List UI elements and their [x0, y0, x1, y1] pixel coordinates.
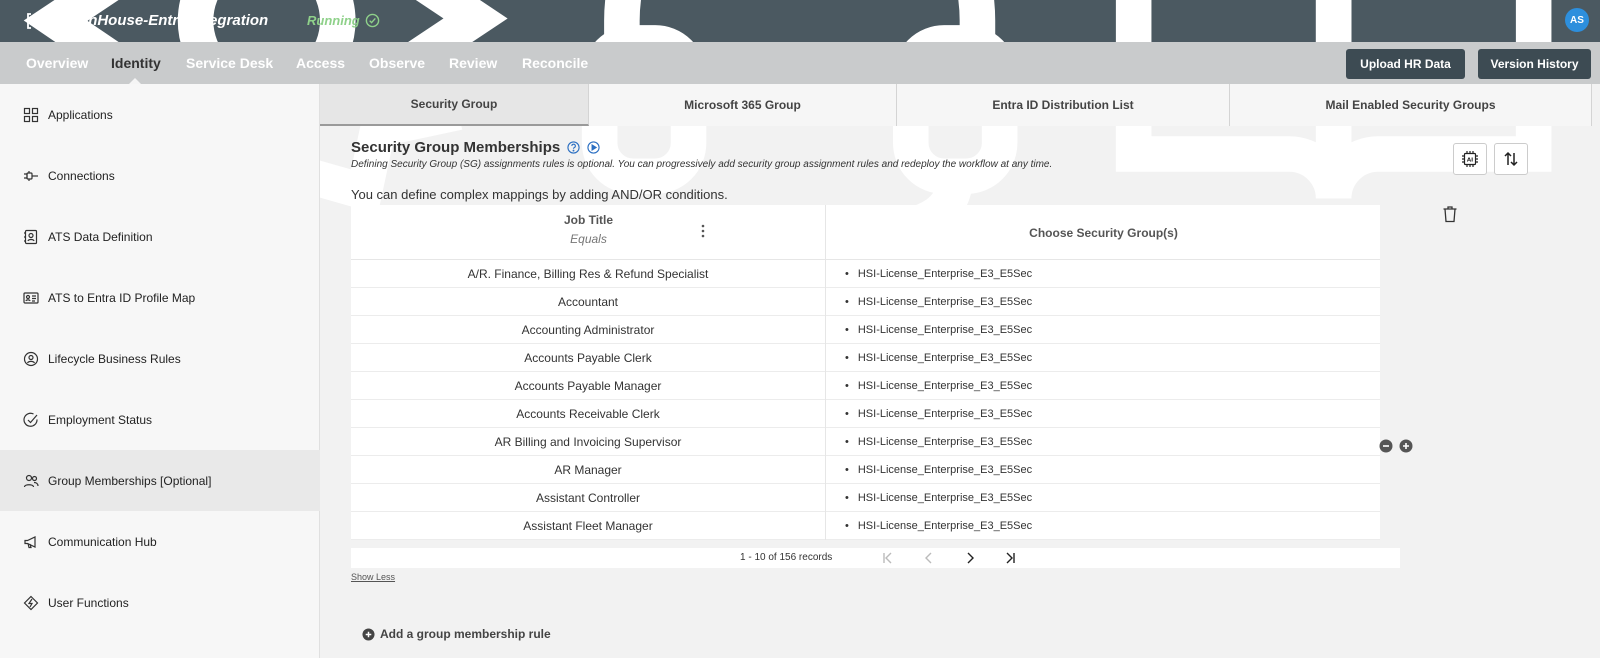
app-title: GreenHouse-Entra Integration	[54, 12, 269, 29]
play-video-icon[interactable]	[587, 141, 600, 154]
security-group-cell[interactable]: • HSI-License_Enterprise_E3_E5Sec	[845, 316, 1032, 344]
tab-observe[interactable]: Observe	[369, 55, 426, 71]
tab-service-desk[interactable]: Service Desk	[186, 55, 274, 71]
complex-mapping-note: You can define complex mappings by adding AND/OR conditions.	[351, 187, 728, 202]
job-title-cell: Accounting Administrator	[351, 316, 826, 344]
table-row[interactable]	[351, 484, 1380, 512]
add-group-membership-rule-button[interactable]	[362, 627, 551, 641]
grid-icon	[23, 107, 39, 123]
top-bar	[0, 0, 1600, 42]
job-title-cell: Accounts Receivable Clerk	[351, 400, 826, 428]
sidebar-item-label: ATS to Entra ID Profile Map	[48, 290, 196, 305]
sidebar-item-communication-hub[interactable]	[0, 511, 320, 572]
sort-button[interactable]	[1494, 143, 1528, 175]
security-group-cell[interactable]: • HSI-License_Enterprise_E3_E5Sec	[845, 260, 1032, 288]
next-page-icon[interactable]	[963, 551, 977, 565]
first-page-icon[interactable]	[881, 551, 895, 565]
records-count: 1 - 10 of 156 records	[740, 552, 833, 563]
tab-access[interactable]: Access	[296, 55, 346, 71]
add-circle-icon	[362, 628, 375, 641]
contact-book-icon	[23, 229, 39, 245]
security-group-cell[interactable]: • HSI-License_Enterprise_E3_E5Sec	[845, 456, 1032, 484]
svg-text:AI: AI	[1466, 157, 1474, 164]
sidebar-item-label: ATS Data Definition	[48, 229, 153, 244]
security-group-cell[interactable]: • HSI-License_Enterprise_E3_E5Sec	[845, 428, 1032, 456]
show-less-link[interactable]: Show Less	[351, 572, 396, 582]
section-description: Defining Security Group (SG) assignments rules is optional. You can progressively add security group assignment rules and redeploy the workflow at any time.	[351, 159, 1053, 170]
table-row[interactable]	[351, 372, 1380, 400]
group-type-tabs	[320, 84, 1592, 126]
subtab-microsoft-365-group[interactable]: Microsoft 365 Group	[589, 84, 897, 126]
section-title	[351, 139, 600, 156]
table-row[interactable]	[351, 456, 1380, 484]
sidebar	[0, 84, 320, 658]
security-group-cell[interactable]: • HSI-License_Enterprise_E3_E5Sec	[845, 512, 1032, 540]
table-row[interactable]	[351, 428, 1380, 456]
security-group-column-header: Choose Security Group(s)	[1029, 225, 1178, 240]
job-title-cell: Accountant	[351, 288, 826, 316]
sidebar-item-label: Communication Hub	[48, 534, 157, 549]
users-icon	[23, 473, 39, 489]
job-title-cell: Accounts Payable Manager	[351, 372, 826, 400]
job-title-cell: AR Manager	[351, 456, 826, 484]
exit-app-icon[interactable]	[24, 11, 44, 31]
row-actions	[1379, 439, 1413, 453]
add-condition-icon[interactable]	[1399, 439, 1413, 453]
version-history-button[interactable]: Version History	[1478, 49, 1591, 79]
add-rule-label: Add a group membership rule	[380, 627, 551, 641]
column-operator: Equals	[570, 232, 607, 246]
table-row[interactable]	[351, 512, 1380, 540]
table-row[interactable]	[351, 400, 1380, 428]
check-circle-icon	[365, 13, 380, 28]
job-title-cell: Assistant Fleet Manager	[351, 512, 826, 540]
upload-hr-data-button[interactable]: Upload HR Data	[1346, 49, 1465, 79]
sidebar-item-user-functions[interactable]	[0, 572, 320, 633]
table-header	[351, 205, 1380, 260]
help-icon[interactable]	[567, 141, 580, 154]
id-card-icon	[23, 290, 39, 306]
sidebar-item-label: Employment Status	[48, 412, 153, 427]
sidebar-item-label: Applications	[48, 107, 113, 122]
subtab-security-group[interactable]: Security Group	[320, 84, 589, 126]
more-options-icon[interactable]	[698, 223, 708, 239]
security-group-cell[interactable]: • HSI-License_Enterprise_E3_E5Sec	[845, 288, 1032, 316]
security-group-cell[interactable]: • HSI-License_Enterprise_E3_E5Sec	[845, 484, 1032, 512]
job-title-cell: A/R. Finance, Billing Res & Refund Specialist	[351, 260, 826, 288]
column-title: Job Title	[563, 213, 614, 227]
remove-condition-icon[interactable]	[1379, 439, 1393, 453]
sidebar-item-ats-data-definition[interactable]	[0, 206, 320, 267]
sidebar-item-label: Connections	[48, 168, 115, 183]
tab-review[interactable]: Review	[449, 55, 498, 71]
sidebar-item-lifecycle-business-rules[interactable]	[0, 328, 320, 389]
sidebar-item-label: User Functions	[48, 595, 129, 610]
check-circle-icon	[23, 412, 39, 428]
status-badge	[307, 13, 380, 28]
pagination-bar	[351, 548, 1400, 568]
subtab-mail-enabled-security-groups[interactable]: Mail Enabled Security Groups	[1230, 84, 1592, 126]
previous-page-icon[interactable]	[922, 551, 936, 565]
sort-arrows-icon	[1502, 150, 1520, 168]
avatar[interactable]: AS	[1565, 8, 1589, 32]
security-group-cell[interactable]: • HSI-License_Enterprise_E3_E5Sec	[845, 400, 1032, 428]
table-row[interactable]	[351, 288, 1380, 316]
job-title-cell: AR Billing and Invoicing Supervisor	[351, 428, 826, 456]
tab-identity[interactable]: Identity	[111, 55, 161, 71]
sidebar-item-label: Lifecycle Business Rules	[48, 351, 181, 366]
subtab-entra-distribution-list[interactable]: Entra ID Distribution List	[897, 84, 1230, 126]
tab-reconcile[interactable]: Reconcile	[522, 55, 589, 71]
bolt-icon	[23, 595, 39, 611]
job-title-cell: Accounts Payable Clerk	[351, 344, 826, 372]
security-group-cell[interactable]: • HSI-License_Enterprise_E3_E5Sec	[845, 372, 1032, 400]
table-row[interactable]	[351, 316, 1380, 344]
section-title-text: Security Group Memberships	[351, 139, 561, 156]
tab-overview[interactable]: Overview	[26, 55, 89, 71]
sidebar-item-employment-status[interactable]	[0, 389, 320, 450]
last-page-icon[interactable]	[1003, 551, 1017, 565]
membership-rules-table	[351, 205, 1380, 540]
trash-icon[interactable]	[1442, 205, 1458, 223]
megaphone-icon	[23, 534, 39, 550]
job-title-cell: Assistant Controller	[351, 484, 826, 512]
table-row[interactable]	[351, 344, 1380, 372]
plug-icon	[23, 168, 39, 184]
sidebar-item-group-memberships[interactable]	[0, 450, 320, 511]
sidebar-item-applications[interactable]	[0, 84, 320, 145]
table-row[interactable]	[351, 260, 1380, 288]
ai-assist-button[interactable]	[1453, 143, 1487, 175]
security-group-cell[interactable]: • HSI-License_Enterprise_E3_E5Sec	[845, 344, 1032, 372]
job-title-column-header	[351, 205, 826, 260]
sidebar-item-ats-to-entra-profile-map[interactable]	[0, 267, 320, 328]
ai-chip-icon	[1461, 150, 1479, 168]
user-circle-icon	[23, 351, 39, 367]
sidebar-item-connections[interactable]	[0, 145, 320, 206]
status-text: Running	[307, 13, 360, 28]
sidebar-item-label: Group Memberships [Optional]	[48, 473, 212, 488]
